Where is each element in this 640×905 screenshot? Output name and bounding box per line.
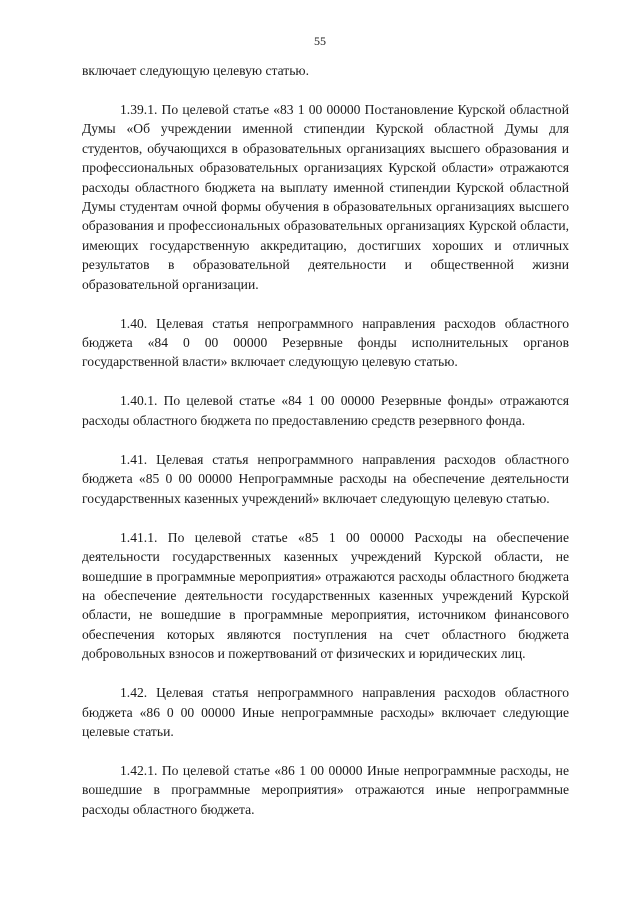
- paragraph-1-42-1: 1.42.1. По целевой статье «86 1 00 00000 Иные непрограммные расходы, не вошедшие в программные мероприятия» отражаются иные непрограммные расходы областного бюджета.: [82, 762, 569, 817]
- paragraph-1-40-1: 1.40.1. По целевой статье «84 1 00 00000 Резервные фонды» отражаются расходы областного бюджета по предоставлению средств резервного фонда.: [82, 393, 569, 428]
- paragraph-1-40: 1.40. Целевая статья непрограммного направления расходов областного бюджета «84 0 00 00000 Резервные фонды исполнительных органов государственной власти» включает следующую целевую статью.: [82, 315, 569, 370]
- page-number: 55: [314, 34, 326, 48]
- paragraph-1-42: 1.42. Целевая статья непрограммного направления расходов областного бюджета «86 0 00 00000 Иные непрограммные расходы» включает следующие целевые статьи.: [82, 685, 569, 739]
- paragraph-1-41: 1.41. Целевая статья непрограммного направления расходов областного бюджета «85 0 00 00000 Непрограммные расходы на обеспечение деятельности государственных казенных учреждений» включает следующую целевую статью.: [82, 451, 569, 506]
- paragraph-continuation: включает следующую целевую статью.: [82, 63, 309, 78]
- paragraph-1-39-1: 1.39.1. По целевой статье «83 1 00 00000 Постановление Курской областной Думы «Об учреждении именной стипендии Курской областной Думы для студентов, обучающихся в образовательных организациях высшего образования и профессиональных образовательных организациях Курской области» отражаются расходы областного бюджета на выплату именной стипендии Курской областной Думы студентам очной формы обучения в образовательных организациях высшего образования и профессиональных образовательных организациях Курской области, имеющих государственную аккредитацию, достигших хороших и отличных результатов в образовательной деятельности и общественной жизни образовательной организации.: [82, 102, 569, 292]
- paragraph-1-41-1: 1.41.1. По целевой статье «85 1 00 00000 Расходы на обеспечение деятельности государственных казенных учреждений Курской области, не вошедшие в программные мероприятия» отражаются расходы областного бюджета на обеспечение деятельности государственных казенных учреждений Курской области, не вошедшие в программные мероприятия, источником финансового обеспечения которых являются поступления на счет областного бюджета добровольных взносов и пожертвований от физических и юридических лиц.: [82, 529, 569, 662]
- document-body: [82, 61, 569, 819]
